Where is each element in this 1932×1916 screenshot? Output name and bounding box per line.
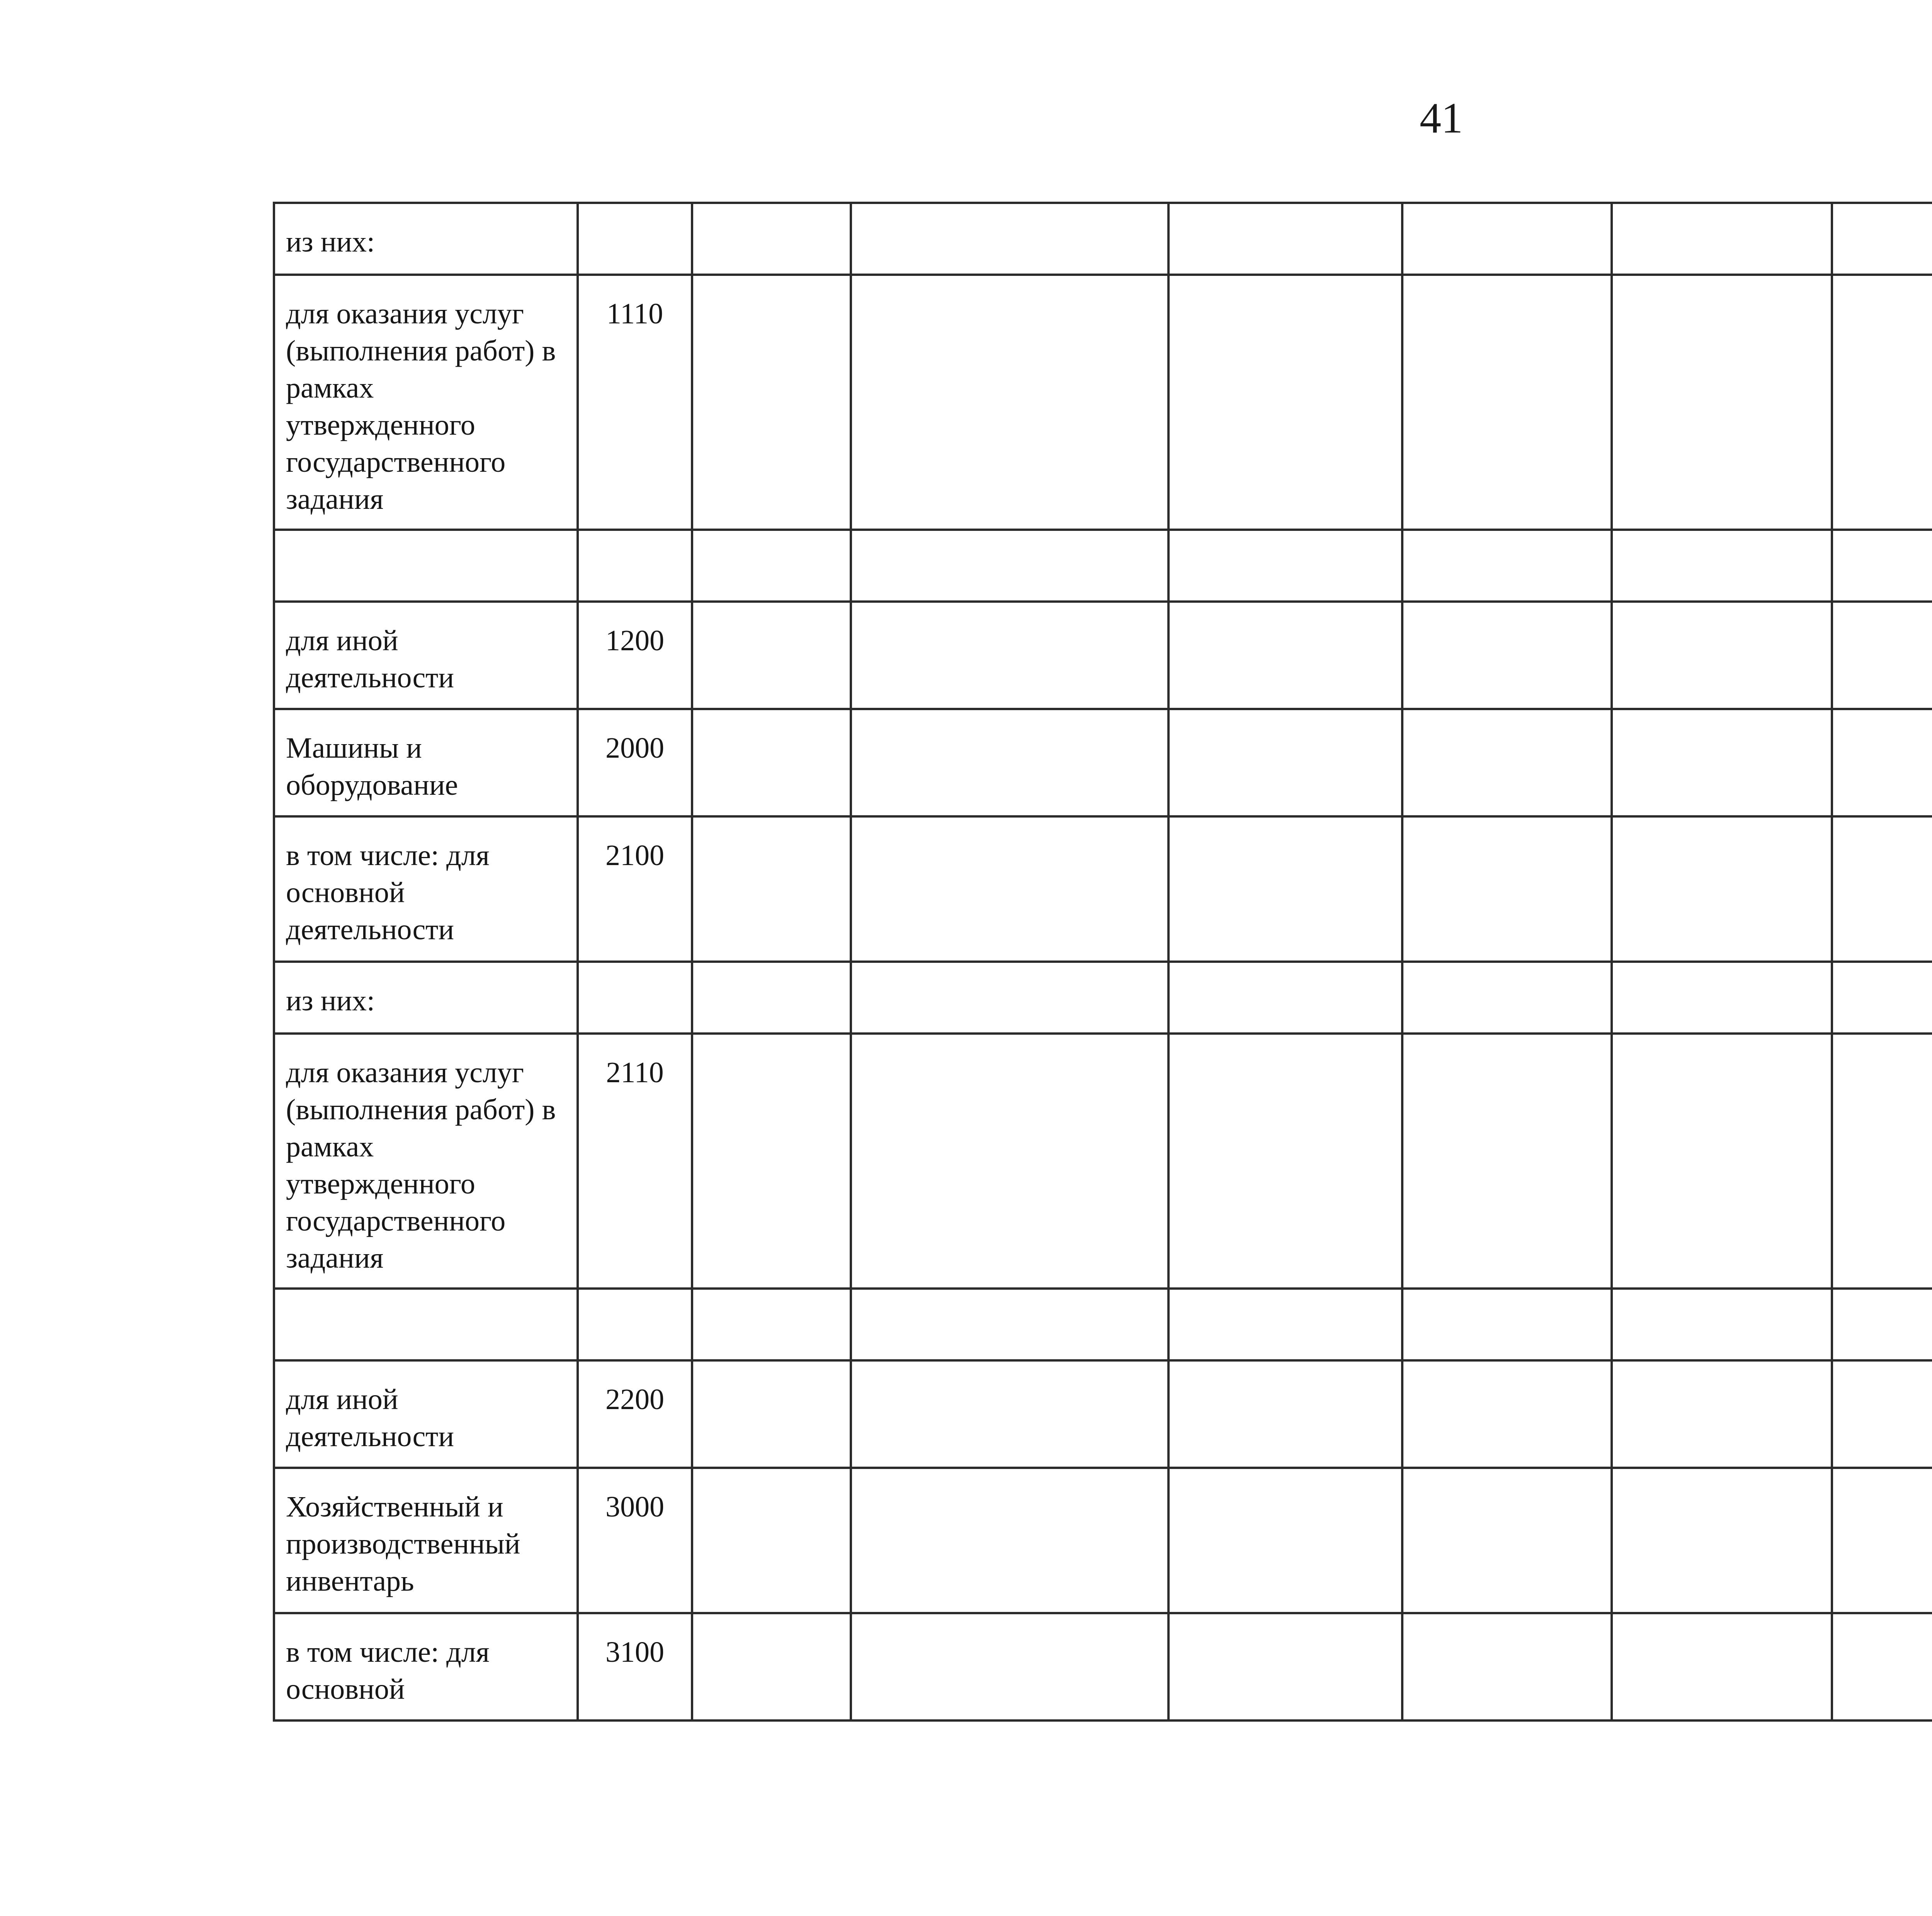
value-cell	[851, 709, 1168, 816]
value-cell	[1402, 816, 1612, 962]
row-label-cell: из них:	[274, 962, 578, 1034]
value-cell	[1168, 1289, 1402, 1360]
row-code-cell: 1200	[578, 602, 692, 709]
value-cell	[851, 1613, 1168, 1720]
row-label-cell: для иной деятельности	[274, 1360, 578, 1468]
value-cell	[1832, 203, 1932, 275]
value-cell	[851, 1360, 1168, 1468]
value-cell	[1168, 530, 1402, 602]
row-label-cell: для оказания услуг (выполнения работ) в рамках утвержденного государственного задания	[274, 275, 578, 530]
value-cell	[692, 709, 851, 816]
value-cell	[1168, 602, 1402, 709]
value-cell	[692, 1034, 851, 1289]
value-cell	[851, 602, 1168, 709]
table-row	[274, 275, 1932, 530]
value-cell	[1168, 816, 1402, 962]
row-label-cell: для оказания услуг (выполнения работ) в рамках утвержденного государственного задания	[274, 1034, 578, 1289]
table-row	[274, 1613, 1932, 1720]
table-row	[274, 962, 1932, 1034]
row-label-cell: в том числе: для основной	[274, 1613, 578, 1720]
value-cell	[1168, 1360, 1402, 1468]
row-code-cell: 3100	[578, 1613, 692, 1720]
row-code-cell	[578, 962, 692, 1034]
value-cell	[1612, 1034, 1832, 1289]
value-cell	[692, 816, 851, 962]
value-cell	[692, 1360, 851, 1468]
value-cell	[692, 962, 851, 1034]
row-code-cell	[578, 530, 692, 602]
value-cell	[1612, 816, 1832, 962]
table-row	[274, 602, 1932, 709]
table-row	[274, 709, 1932, 816]
table-row	[274, 1468, 1932, 1613]
value-cell	[851, 203, 1168, 275]
value-cell	[1402, 1360, 1612, 1468]
row-code-cell: 2000	[578, 709, 692, 816]
row-label-cell: Машины и оборудование	[274, 709, 578, 816]
value-cell	[1612, 1468, 1832, 1613]
value-cell	[1832, 816, 1932, 962]
value-cell	[1612, 962, 1832, 1034]
value-cell	[692, 530, 851, 602]
value-cell	[1832, 709, 1932, 816]
value-cell	[1832, 1360, 1932, 1468]
value-cell	[1832, 1289, 1932, 1360]
value-cell	[1402, 1468, 1612, 1613]
value-cell	[851, 530, 1168, 602]
value-cell	[1168, 1034, 1402, 1289]
value-cell	[1612, 275, 1832, 530]
assets-table	[273, 202, 1932, 1722]
row-label-cell	[274, 530, 578, 602]
value-cell	[692, 1289, 851, 1360]
value-cell	[1402, 962, 1612, 1034]
value-cell	[1402, 203, 1612, 275]
table-row	[274, 203, 1932, 275]
row-code-cell	[578, 1289, 692, 1360]
value-cell	[851, 816, 1168, 962]
value-cell	[851, 962, 1168, 1034]
value-cell	[1832, 962, 1932, 1034]
row-label-cell: в том числе: для основной деятельности	[274, 816, 578, 962]
value-cell	[1612, 709, 1832, 816]
row-code-cell: 2100	[578, 816, 692, 962]
value-cell	[1612, 530, 1832, 602]
table-row	[274, 530, 1932, 602]
value-cell	[1612, 1613, 1832, 1720]
value-cell	[1612, 203, 1832, 275]
value-cell	[692, 275, 851, 530]
row-code-cell: 1110	[578, 275, 692, 530]
value-cell	[1612, 1289, 1832, 1360]
value-cell	[1832, 1034, 1932, 1289]
value-cell	[692, 1468, 851, 1613]
value-cell	[1168, 275, 1402, 530]
value-cell	[1832, 1613, 1932, 1720]
row-code-cell: 2200	[578, 1360, 692, 1468]
value-cell	[1612, 1360, 1832, 1468]
value-cell	[692, 602, 851, 709]
value-cell	[1402, 275, 1612, 530]
value-cell	[851, 1289, 1168, 1360]
row-code-cell: 3000	[578, 1468, 692, 1613]
row-code-cell: 2110	[578, 1034, 692, 1289]
value-cell	[1402, 530, 1612, 602]
value-cell	[1832, 530, 1932, 602]
table-row	[274, 816, 1932, 962]
value-cell	[1168, 1468, 1402, 1613]
table-row	[274, 1360, 1932, 1468]
value-cell	[1402, 602, 1612, 709]
row-label-cell: для иной деятельности	[274, 602, 578, 709]
value-cell	[1168, 962, 1402, 1034]
page-number: 41	[1420, 94, 1463, 142]
row-label-cell: из них:	[274, 203, 578, 275]
value-cell	[1612, 602, 1832, 709]
value-cell	[1168, 1613, 1402, 1720]
value-cell	[851, 275, 1168, 530]
value-cell	[1168, 203, 1402, 275]
value-cell	[692, 203, 851, 275]
row-label-cell: Хозяйственный и производственный инвентарь	[274, 1468, 578, 1613]
value-cell	[1832, 275, 1932, 530]
value-cell	[1832, 1468, 1932, 1613]
value-cell	[692, 1613, 851, 1720]
value-cell	[851, 1468, 1168, 1613]
table-row	[274, 1289, 1932, 1360]
value-cell	[1402, 1613, 1612, 1720]
row-code-cell	[578, 203, 692, 275]
table-row	[274, 1034, 1932, 1289]
value-cell	[1402, 1034, 1612, 1289]
value-cell	[1168, 709, 1402, 816]
value-cell	[1402, 709, 1612, 816]
row-label-cell	[274, 1289, 578, 1360]
table-body	[274, 203, 1932, 1720]
value-cell	[1832, 602, 1932, 709]
value-cell	[1402, 1289, 1612, 1360]
value-cell	[851, 1034, 1168, 1289]
